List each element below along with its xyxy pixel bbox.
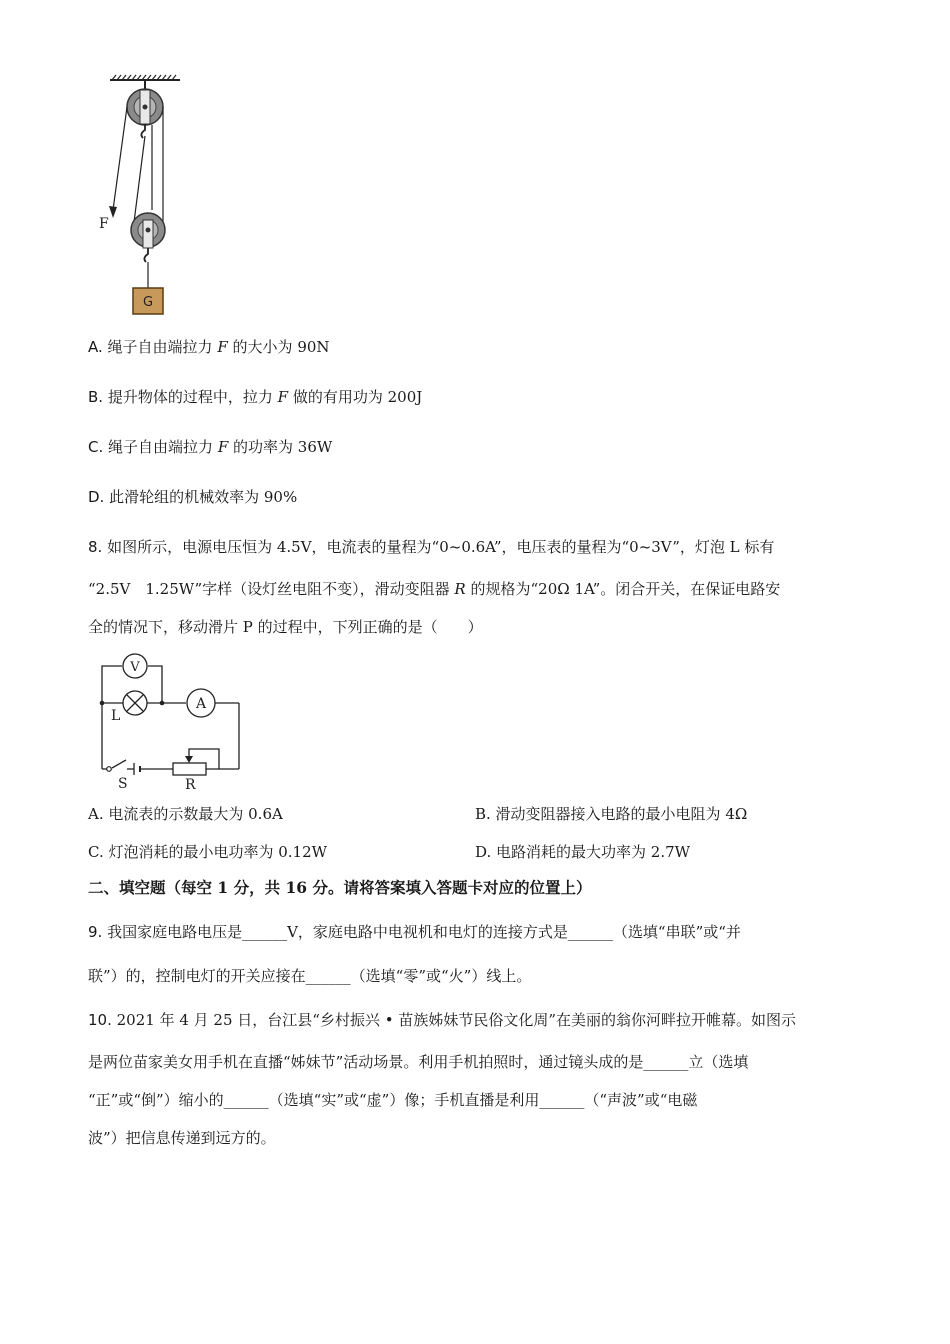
q8-option-b: B. 滑动变阻器接入电路的最小电阻为 4Ω [475, 805, 748, 823]
q8-line-1: 8. 如图所示，电源电压恒为 4.5V，电流表的量程为“0~0.6A”，电压表的量程为“0~3V”，灯泡 L 标有 [88, 538, 775, 556]
q8-option-a: A. 电流表的示数最大为 0.6A [88, 805, 283, 823]
q7-option-b: B. 提升物体的过程中，拉力 F 做的有用功为 200J [88, 388, 423, 406]
q9-line-2: 联”）的，控制电灯的开关应接在______（选填“零”或“火”）线上。 [88, 967, 532, 985]
q8-option-d: D. 电路消耗的最大功率为 2.7W [475, 843, 691, 861]
movable-pulley [131, 213, 165, 248]
force-label: F [99, 216, 109, 232]
lamp-icon [123, 691, 147, 715]
voltmeter-icon [123, 654, 147, 678]
q10-line-3: “正”或“倒”）缩小的______（选填“实”或“虚”）像；手机直播是利用______（“声波”或“电磁 [88, 1091, 698, 1109]
ropes [113, 107, 163, 230]
ceiling-hatch [110, 75, 180, 80]
q7-option-d: D. 此滑轮组的机械效率为 90% [88, 488, 298, 506]
switch-label: S [118, 776, 128, 792]
pulley-system-figure [95, 70, 205, 320]
q10-line-1: 10. 2021 年 4 月 25 日，台江县“乡村振兴 • 苗族姊妹节民俗文化周”在美丽的翁你河畔拉开帷幕。如图示 [88, 1011, 797, 1029]
force-arrow-icon [109, 206, 117, 218]
rheostat-icon [173, 756, 206, 775]
q9-line-1: 9. 我国家庭电路电压是______V，家庭电路中电视机和电灯的连接方式是______（选填“串联”或“并 [88, 923, 741, 941]
rheostat-label: R [185, 777, 196, 792]
svg-text:A: A [195, 696, 207, 712]
weight-label: G [142, 295, 154, 310]
q7-option-a: A. 绳子自由端拉力 F 的大小为 90N [88, 338, 330, 356]
q8-line-3: 全的情况下，移动滑片 P 的过程中，下列正确的是（ ） [88, 618, 483, 636]
svg-text:V: V [130, 660, 140, 675]
circuit-diagram [93, 652, 245, 792]
q8-line-2: “2.5V 1.25W”字样（设灯丝电阻不变），滑动变阻器 R 的规格为“20Ω 1A”。闭合开关，在保证电路安 [88, 580, 781, 598]
q8-option-c: C. 灯泡消耗的最小电功率为 0.12W [88, 843, 328, 861]
section-heading: 二、填空题（每空 1 分，共 16 分。请将答案填入答题卡对应的位置上） [88, 878, 592, 897]
q10-line-2: 是两位苗家美女用手机在直播“姊妹节”活动场景。利用手机拍照时，通过镜头成的是______立（选填 [88, 1053, 749, 1071]
q10-line-4: 波”）把信息传递到远方的。 [88, 1129, 276, 1147]
lamp-label: L [111, 708, 121, 724]
ammeter-icon [187, 689, 215, 717]
q7-option-c: C. 绳子自由端拉力 F 的功率为 36W [88, 438, 333, 456]
fixed-pulley [127, 89, 163, 125]
